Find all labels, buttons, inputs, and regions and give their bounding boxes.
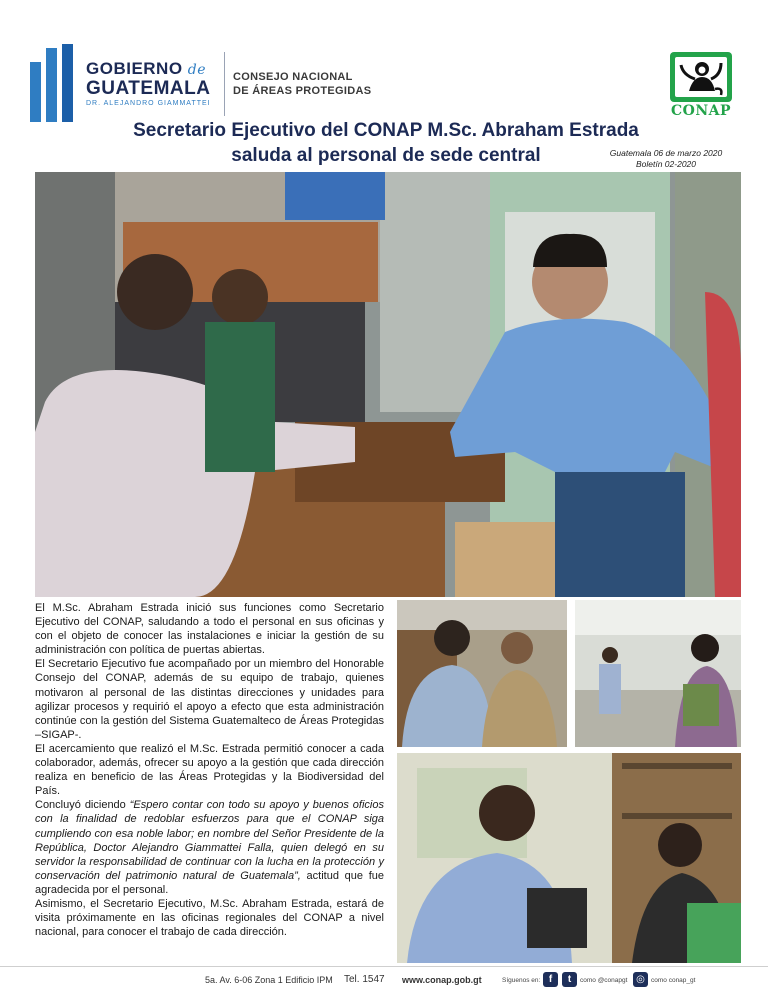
gobierno-bars-mark	[28, 44, 78, 124]
article-paragraph-1: El M.Sc. Abraham Estrada inició sus funciones como Secretario Ejecutivo del CONAP, saludando a todo el personal en sus oficinas y con el objeto de conocer las instalaciones e iniciar la gestión de su administración con política de puertas abiertas.	[35, 602, 384, 657]
photo-greeting-council-member	[397, 600, 567, 747]
photo-office-visit	[575, 600, 741, 747]
article-paragraph-3: El acercamiento que realizó el M.Sc. Estrada permitió conocer a cada colaborador, además, ofrecer su apoyo a la gestión que cada dirección realiza en beneficio de las Áreas Protegidas y la Biodiversidad del País.	[35, 742, 384, 798]
photo-staff-greeting	[397, 753, 741, 963]
gov-line-gobierno: GOBIERNO de	[86, 59, 207, 78]
gobierno-guatemala-logo	[28, 44, 228, 124]
gov-line-guatemala: GUATEMALA	[86, 78, 211, 99]
instagram-handle: como conap_gt	[651, 977, 696, 984]
council-name: CONSEJO NACIONAL DE ÁREAS PROTEGIDAS	[233, 71, 372, 97]
quote: “Espero contar con todo su apoyo y buenos oficios con la finalidad de redoblar esfuerzos para que el CONAP siga cumpliendo con esa noble labor; en nombre del Señor Presidente de la República, Doctor Alejandro Giammattei Falla, quien delegó en su servidor la responsabilidad de continuar con la lucha en la protección y conservación del patrimonio natural de Guatemala”,	[35, 799, 384, 882]
headline: Secretario Ejecutivo del CONAP M.Sc. Abraham Estrada saluda al personal de sede central	[133, 120, 639, 166]
conap-logo	[666, 52, 736, 120]
monkey-icon	[675, 57, 727, 97]
conap-wordmark: CONAP	[670, 103, 732, 119]
twitter-icon[interactable]: t	[562, 972, 577, 987]
header-divider	[224, 52, 225, 116]
footer-follow-label: Síguenos en:	[502, 977, 541, 984]
article-paragraph-4: Concluyó diciendo “Espero contar con todo su apoyo y buenos oficios con la finalidad de redoblar esfuerzos para que el CONAP siga cumpliendo con esa noble labor; en nombre del Señor Presidente de la República, Doctor Alejandro Giammattei Falla, quien delegó en su servidor la responsabilidad de continuar con la lucha en la protección y conservación del patrimonio natural de Guatemala”, actitud que fue agradecida por el personal.	[35, 799, 384, 896]
article-body	[35, 601, 384, 939]
article-paragraph-2: El Secretario Ejecutivo fue acompañado por un miembro del Honorable Consejo del CONAP, además de su equipo de trabajo, quienes motivaron al personal de las distintas direcciones y unidades para agilizar procesos y requirió el apoyo a efecto que esta administración continúe con la gestión del Sistema Guatemalteco de Áreas Protegidas –SIGAP-.	[35, 658, 384, 741]
facebook-icon[interactable]: f	[543, 972, 558, 987]
gov-line-president: DR. ALEJANDRO GIAMMATTEI	[86, 100, 211, 107]
footer-website-link[interactable]: www.conap.gob.gt	[402, 975, 482, 985]
dateline: Guatemala 06 de marzo 2020 Boletín 02-2020	[609, 148, 723, 169]
twitter-handle: como @conapgt	[580, 977, 628, 984]
article-paragraph-5: Asimismo, el Secretario Ejecutivo, M.Sc. Abraham Estrada, estará de visita próximamente en las oficinas regionales del CONAP a nivel nacional, para conocer el trabajo de cada dirección.	[35, 897, 384, 939]
footer-address: 5a. Av. 6-06 Zona 1 Edificio IPM	[205, 975, 333, 985]
footer	[0, 966, 768, 994]
main-photo-handshake	[35, 172, 741, 597]
footer-phone: Tel. 1547	[344, 974, 385, 985]
instagram-icon[interactable]: ◎	[633, 972, 648, 987]
